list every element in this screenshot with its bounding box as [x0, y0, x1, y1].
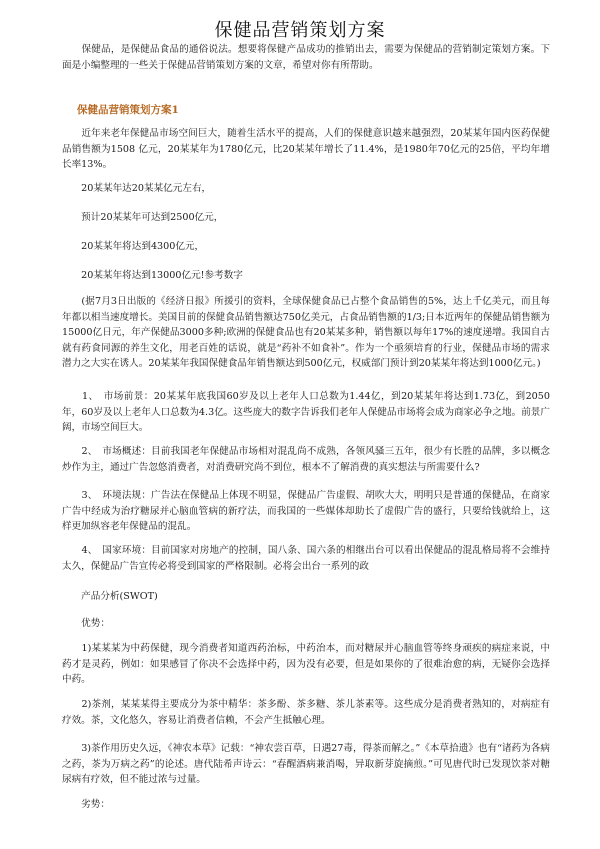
paragraph-market-overview: 2、 市场概述：目前我国老年保健品市场相对混乱尚不成熟，各领风骚三五年，很少有长胜的品牌，多以概念炒作为主，通过广告忽悠消费者，对消费研究尚不到位，根本不了解消费的真实想法与所需要什么?	[62, 446, 550, 473]
paragraph-forecast-3: 20某某年将达到4300亿元，	[62, 241, 205, 252]
paragraph-strength-2: 2)茶剂，某某某得主要成分为茶中精华：茶多酚、茶多糖、茶儿茶素等。这些成分是消费者熟知的，对病症有疗效。茶，文化悠久，容易让消费者信赖，不会产生抵触心理。	[62, 699, 550, 726]
paragraph-forecast-2: 预计20某某年可达到2500亿元，	[62, 212, 224, 223]
page-title: 保健品营销策划方案	[214, 20, 386, 41]
paragraph-national-environment: 4、 国家环境：目前国家对房地产的控制，国八条、国六条的相继出台可以看出保健品的混乱格局将不会维持太久，保健品广告宣传必将受到国家的严格限制。必将会出台一系列的政	[62, 545, 550, 572]
paragraph-economic-daily: (据7月3日出版的《经济日报》所援引的资料，全球保健食品已占整个食品销售的5%，达上千亿美元，而且每年都以相当速度增长。美国目前的保健食品销售额达750亿美元，占食品销售额的1/3;日本近两年的保健品销售额为15000亿日元，年产保健品3000多种;欧洲的保健食品也有20某某多种，销售额以每年17%的速度递增。我国自古就有药食同源的养生文化，用老百姓的话说，就是“药补不如食补”。作为一个亟须培育的行业，保健品市场的需求潜力之大实在诱人。20某某年我国保健食品年销售额达到500亿元，权威部门预计到20某某年将达到1000亿元。)	[62, 296, 550, 369]
paragraph-market-size: 近年来老年保健品市场空间巨大，随着生活水平的提高，人们的保健意识越来越强烈，20某某年国内医药保健品销售额为1508 亿元，20某某年为1780亿元，比20某某年增长了11.4%，是1980年70亿元的25倍，平均年增长率13%。	[62, 128, 550, 170]
paragraph-forecast-4: 20某某年将达到13000亿元!参考数字	[62, 270, 243, 281]
intro-paragraph: 保健品，是保健品食品的通俗说法。想要将保健产品成功的推销出去，需要为保健品的营销制定策划方案。下面是小编整理的一些关于保健品营销策划方案的文章，希望对你有所帮助。	[62, 44, 550, 71]
paragraph-strength-1: 1)某某某为中药保健，现今消费者知道西药治标，中药治本，而对糖尿并心脑血管等终身顽疾的病症来说，中药才是灵药，例如：如果感冒了你决不会选择中药，因为没有必要，但是如果你的了很难治愈的病，无疑你会选择中药。	[62, 643, 550, 685]
paragraph-strength-3: 3)茶作用历史久远，《神农本草》记载：“神农尝百草，日遇27毒，得茶而解之。”《本草拾遗》也有“诸药为各病之药，茶为万病之药”的论述。唐代陆希声诗云：“春醒酒病兼消喝，异取新芽旋摘煎。”可见唐代时已发现饮茶对糖尿病有疗效，但不能过浓与过量。	[62, 743, 550, 785]
paragraph-market-prospect: 1、 市场前景：20某某年底我国60岁及以上老年人口总数为1.44亿，到20某某年将达到1.73亿，到2050年，60岁及以上老年人口总数为4.3亿。这些庞大的数字告诉我们老年人保健品市场将会成为商家必争之地。前景广阔，市场空间巨大。	[62, 391, 550, 433]
paragraph-regulations: 3、 环境法规：广告法在保健品上体现不明显，保健品广告虚假、胡吹大大，明明只是普通的保健品，在商家广告中经成为治疗糖尿并心脑血管病的新疗法，而我国的一些媒体却助长了虚假广告的盛行，只要给钱就给上，这样更加纵容老年保健品的混乱。	[62, 490, 550, 532]
paragraph-swot-heading: 产品分析(SWOT)	[62, 591, 158, 602]
paragraph-strengths-label: 优势：	[62, 618, 110, 629]
paragraph-forecast-1: 20某某年达20某某亿元左右，	[62, 183, 212, 194]
paragraph-weaknesses-label: 劣势：	[62, 799, 110, 810]
section-heading: 保健品营销策划方案1	[77, 104, 179, 116]
